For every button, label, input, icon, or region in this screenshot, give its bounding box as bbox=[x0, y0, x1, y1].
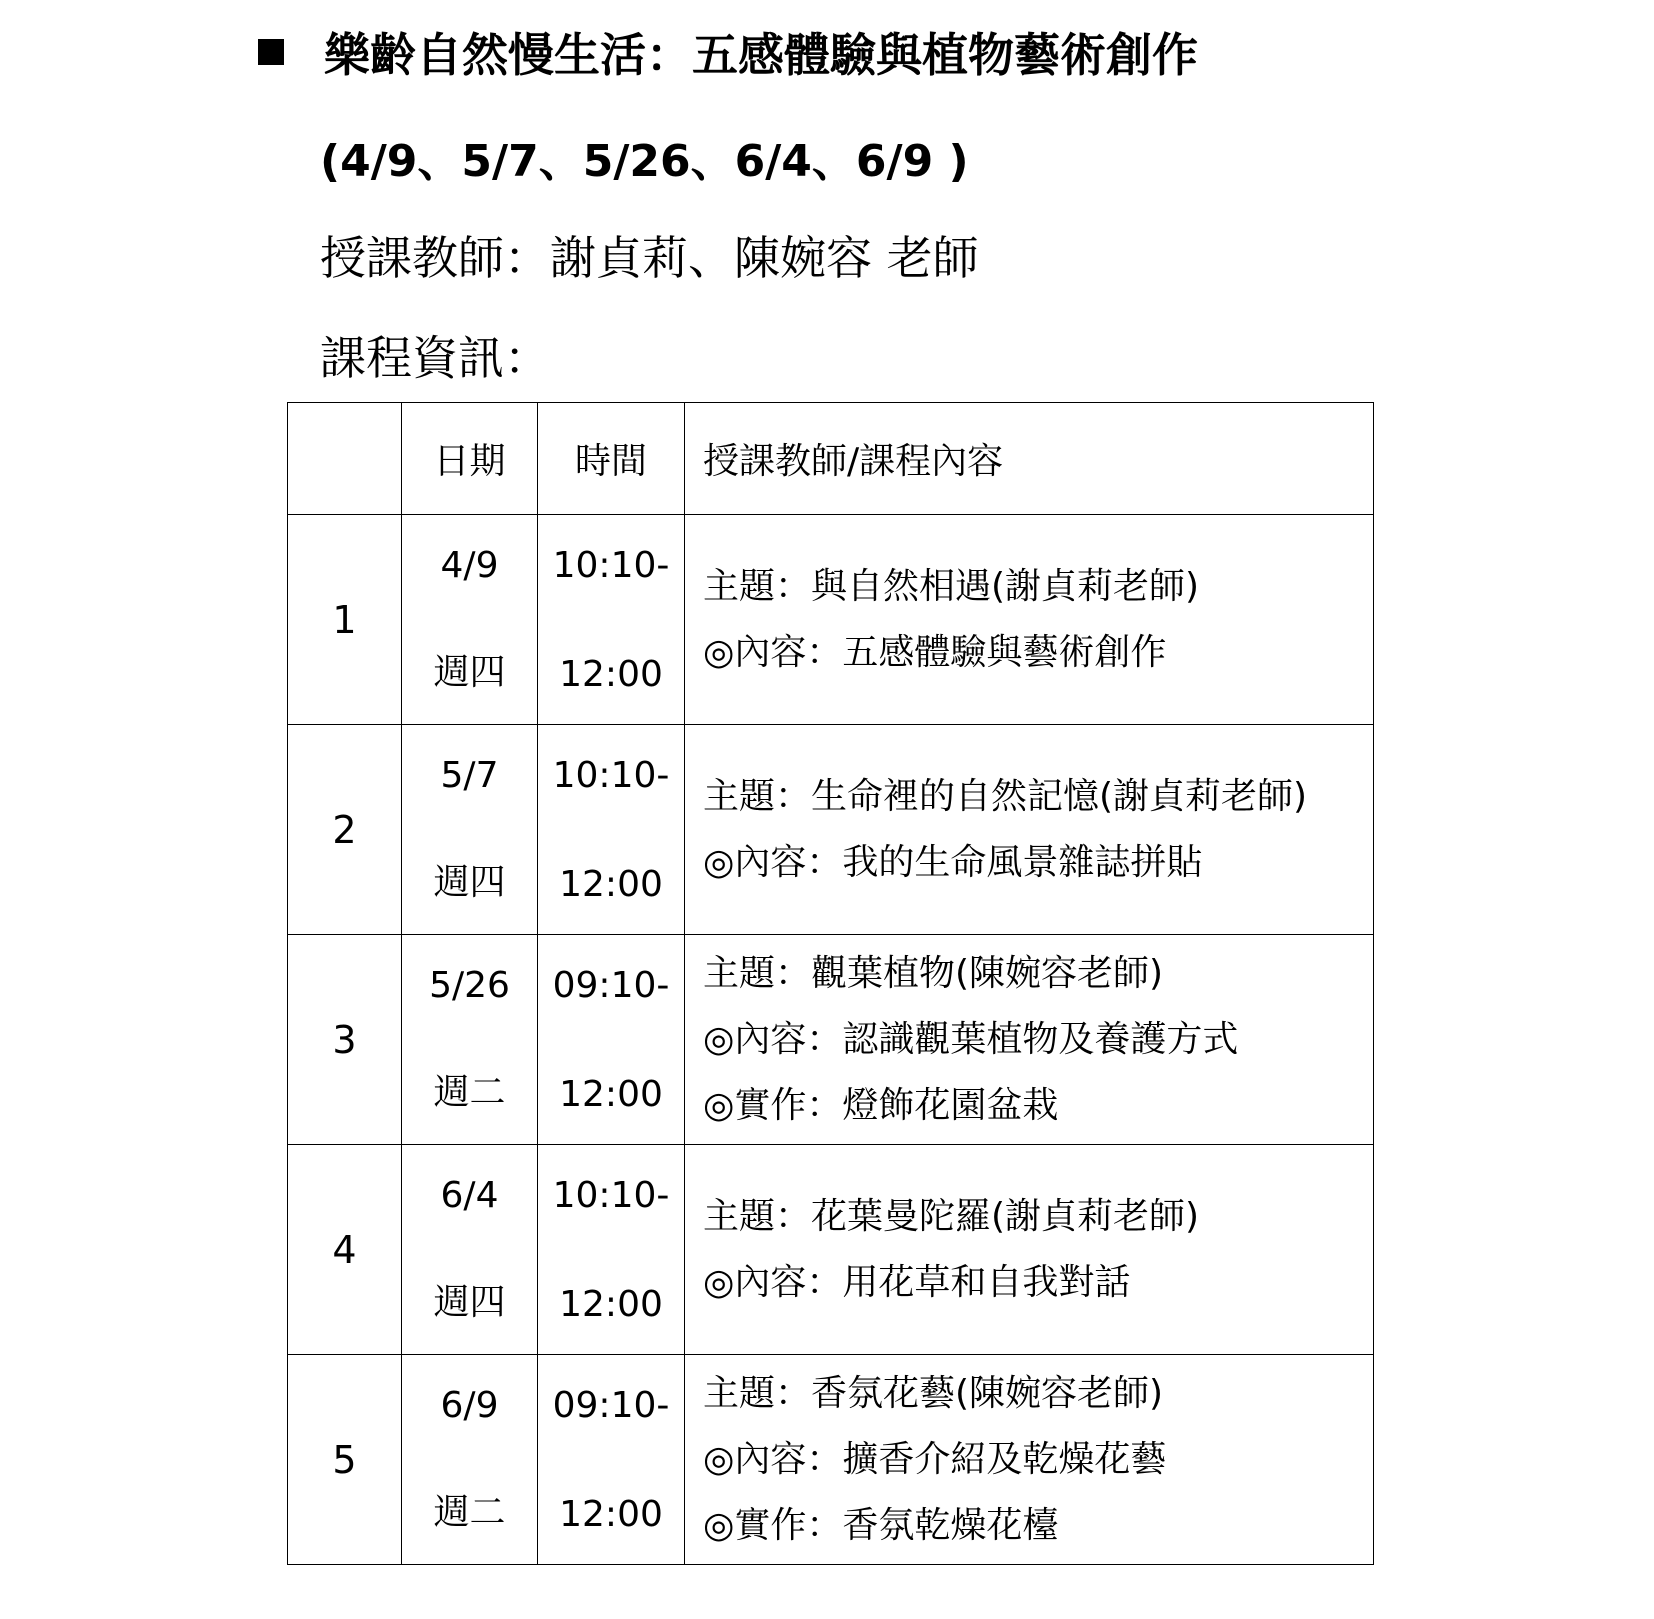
session-time-cell bbox=[538, 1145, 685, 1355]
table-row bbox=[288, 935, 1374, 1145]
session-time-start: 10:10- bbox=[552, 544, 670, 586]
course-dates: (4/9、5/7、5/26、6/4、6/9 ) bbox=[320, 136, 969, 187]
session-date-cell bbox=[402, 1355, 538, 1565]
session-date-cell bbox=[402, 725, 538, 935]
header-cell-date: 日期 bbox=[402, 403, 538, 515]
session-date-cell bbox=[402, 515, 538, 725]
session-topic: 主題：生命裡的自然記憶(謝貞莉老師) bbox=[703, 775, 1308, 817]
session-detail: ◎實作：燈飾花園盆栽 bbox=[703, 1084, 1059, 1126]
session-weekday: 週二 bbox=[433, 1071, 506, 1113]
session-time-start: 10:10- bbox=[552, 754, 670, 796]
table-row bbox=[288, 1145, 1374, 1355]
course-teachers: 授課教師：謝貞莉、陳婉容 老師 bbox=[320, 231, 979, 285]
session-detail: ◎內容：五感體驗與藝術創作 bbox=[703, 631, 1167, 673]
session-weekday: 週二 bbox=[433, 1491, 506, 1533]
course-title bbox=[258, 20, 1198, 84]
session-topic: 主題：香氛花藝(陳婉容老師) bbox=[703, 1372, 1164, 1414]
session-detail: ◎內容：擴香介紹及乾燥花藝 bbox=[703, 1438, 1167, 1480]
session-content-cell bbox=[685, 935, 1374, 1145]
session-time-cell bbox=[538, 1355, 685, 1565]
session-date-cell bbox=[402, 935, 538, 1145]
session-number: 1 bbox=[288, 515, 402, 725]
course-title-text: 樂齡自然慢生活：五感體驗與植物藝術創作 bbox=[324, 28, 1198, 82]
session-weekday: 週四 bbox=[433, 1281, 506, 1323]
session-date: 5/26 bbox=[429, 964, 510, 1006]
schedule-table bbox=[287, 402, 1374, 1565]
session-number: 4 bbox=[288, 1145, 402, 1355]
session-detail: ◎內容：我的生命風景雜誌拼貼 bbox=[703, 841, 1203, 883]
session-topic: 主題：與自然相遇(謝貞莉老師) bbox=[703, 565, 1200, 607]
session-content-cell bbox=[685, 515, 1374, 725]
session-topic: 主題：觀葉植物(陳婉容老師) bbox=[703, 952, 1164, 994]
session-content-cell bbox=[685, 1355, 1374, 1565]
session-weekday: 週四 bbox=[433, 861, 506, 903]
session-date: 4/9 bbox=[440, 544, 499, 586]
table-row bbox=[288, 1355, 1374, 1565]
course-info-label: 課程資訊： bbox=[320, 331, 550, 385]
square-bullet-icon bbox=[258, 39, 284, 65]
session-number: 3 bbox=[288, 935, 402, 1145]
session-number: 5 bbox=[288, 1355, 402, 1565]
session-time-start: 10:10- bbox=[552, 1174, 670, 1216]
session-content-cell bbox=[685, 1145, 1374, 1355]
session-date: 6/4 bbox=[440, 1174, 499, 1216]
session-time-cell bbox=[538, 725, 685, 935]
session-content-cell bbox=[685, 725, 1374, 935]
session-time-end: 12:00 bbox=[559, 863, 663, 905]
session-number: 2 bbox=[288, 725, 402, 935]
session-time-cell bbox=[538, 935, 685, 1145]
session-date: 6/9 bbox=[440, 1384, 499, 1426]
session-weekday: 週四 bbox=[433, 651, 506, 693]
session-time-end: 12:00 bbox=[559, 1073, 663, 1115]
session-detail: ◎實作：香氛乾燥花檯 bbox=[703, 1504, 1059, 1546]
header-cell-content: 授課教師/課程內容 bbox=[685, 403, 1374, 515]
session-time-cell bbox=[538, 515, 685, 725]
session-time-start: 09:10- bbox=[552, 1384, 670, 1426]
table-row bbox=[288, 515, 1374, 725]
session-detail: ◎內容：認識觀葉植物及養護方式 bbox=[703, 1018, 1239, 1060]
session-time-end: 12:00 bbox=[559, 1493, 663, 1535]
session-date: 5/7 bbox=[440, 754, 499, 796]
session-time-start: 09:10- bbox=[552, 964, 670, 1006]
table-header-row bbox=[288, 403, 1374, 515]
header-cell-number bbox=[288, 403, 402, 515]
table-row bbox=[288, 725, 1374, 935]
header-cell-time: 時間 bbox=[538, 403, 685, 515]
session-time-end: 12:00 bbox=[559, 1283, 663, 1325]
session-detail: ◎內容：用花草和自我對話 bbox=[703, 1261, 1131, 1303]
session-date-cell bbox=[402, 1145, 538, 1355]
session-time-end: 12:00 bbox=[559, 653, 663, 695]
session-topic: 主題：花葉曼陀羅(謝貞莉老師) bbox=[703, 1195, 1200, 1237]
